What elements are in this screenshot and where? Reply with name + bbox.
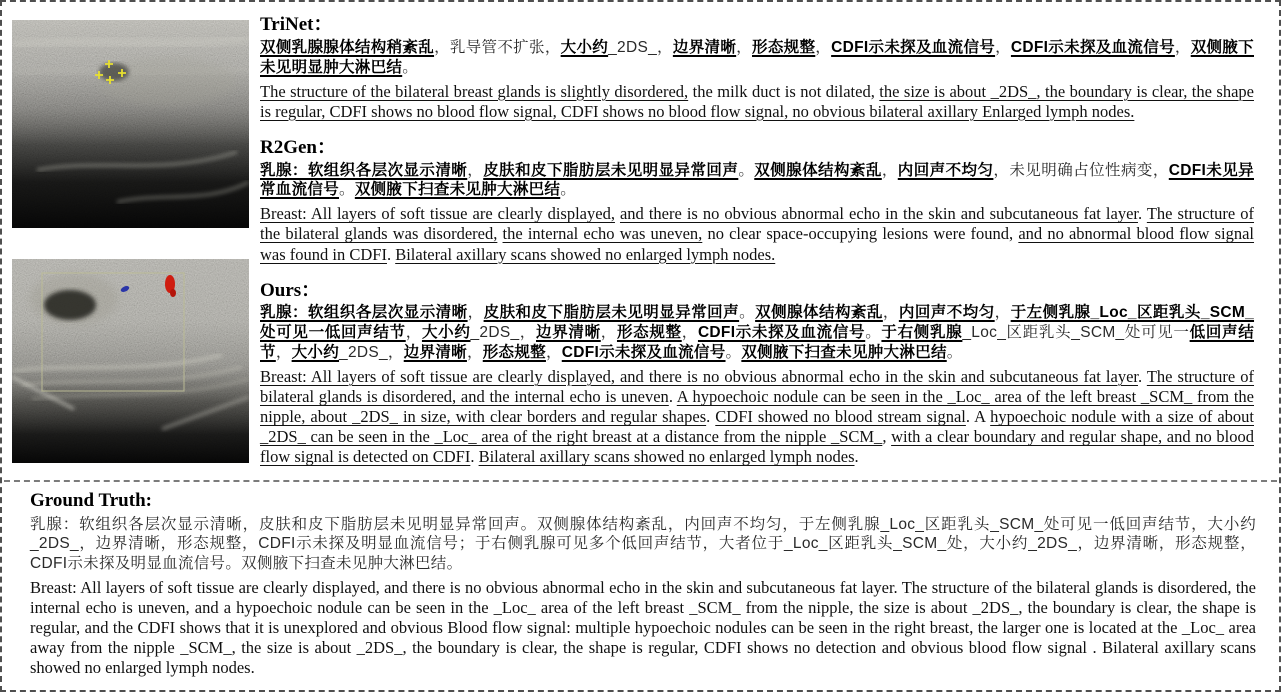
text-segment: 双侧腺体结构紊乱 [754,161,882,179]
text-segment: 。 [739,304,756,322]
ground-truth-english: Breast: All layers of soft tissue are clearly displayed, and there is no obvious abnormal echo in the skin and subcutaneous fat layer. The structure of the bilateral glands is disordered, the internal echo is uneven, and a hypoechoic nodule can be seen in the _Loc_ area of the left breast _SCM_ from the nipple, the size is about _2DS_, the boundary is clear, the shape is regular, and the CDFI shows that it is unexplored and obvious Blood flow signal: multiple hypoechoic nodules can be seen in the right breast, the larger one is located at the _Loc_ area away from the nipple _SCM_, the size is about _2DS_, the boundary is clear, the shape is regular, CDFI shows no detection and obvious blood flow signal . Bilateral axillary scans showed no enlarged lymph nodes. [30,578,1256,677]
hypoechoic-lesion [99,63,129,81]
text-segment: CDFI未见异常血流信号 [260,161,1254,199]
text-segment: 双侧腋下未见明显肿大淋巴结 [260,38,1254,76]
text-segment: _2DS_， [608,38,673,56]
r2gen-report-chinese [260,161,1254,201]
r2gen-report-english [260,204,1254,264]
text-segment: ， [881,161,898,179]
text-segment: ， [736,38,752,56]
ground-truth-chinese: 乳腺：软组织各层次显示清晰，皮肤和皮下脂肪层未见明显异常回声。双侧腺体结构紊乱，内回声不均匀，于左侧乳腺_Loc_区距乳头_SCM_处可见一低回声结节，大小约_2DS_，边界清晰，形态规整，CDFI示未探及明显血流信号；于右侧乳腺可见多个低回声结节，大者位于_Loc_区距乳头_SCM_处，大小约_2DS_，边界清晰，形态规整，CDFI示未探及明显血流信号。双侧腋下扫查未见肿大淋巴结。 [30,515,1256,572]
text-segment: 。 [339,181,355,199]
ultrasound-image-column [12,20,249,463]
text-segment: 乳腺：软组织各层次显示清晰 [260,161,468,179]
text-segment: ，乳导管不扩张， [434,38,561,56]
text-segment: ， [467,304,484,322]
text-segment: ， [995,38,1011,56]
ground-truth-title: Ground Truth: [30,490,152,511]
text-segment: 于左侧乳腺_Loc_区距乳头_SCM_处可见一低回声结节 [260,304,1255,342]
text-segment: ， [405,324,422,342]
text-segment: The structure of bilateral glands is disordered, and the internal echo is uneven [260,366,1255,407]
hypoechoic-nodule [44,290,96,320]
text-segment: CDFI示未探及血流信号 [697,324,866,342]
text-segment: 双侧腺体结构紊乱 [755,304,883,322]
text-segment: Breast: All layers of soft tissue are clearly displayed, and there is no obvious abnormal echo in the skin and subcutaneous fat layer [260,366,1138,386]
text-segment: ， [681,324,698,342]
text-segment: _2DS_， [470,324,536,342]
text-segment: and there is no obvious abnormal echo in the skin and subcutaneous fat layer [619,204,1138,224]
text-segment: . [470,447,479,467]
text-segment: with a clear boundary and regular shape, and no blood flow signal is detected on CDFI [260,427,1254,467]
text-segment: ， [815,38,832,56]
trinet-report-english [260,82,1254,122]
text-segment: 内回声不均匀 [898,304,995,322]
text-segment: 。 [738,161,755,179]
text-segment: CDFI示未探及血流信号 [561,344,726,362]
text-segment: . [1137,204,1147,224]
ground-truth-section [30,490,1256,677]
text-segment: 。 [402,58,419,76]
text-segment: . [706,407,716,427]
ultrasound-image-doppler [12,259,249,463]
text-segment: 大小约 [560,38,609,56]
text-segment: 。 [725,344,742,362]
text-segment: ， [466,344,483,362]
text-segment: . [1137,366,1147,386]
generated-reports-column [260,14,1254,468]
text-segment: 双侧乳腺腺体结构稍紊乱 [260,38,435,56]
text-segment: Breast: All layers of soft tissue are clearly displayed, [260,204,615,224]
text-segment: the size is about _2DS_, the boundary is clear, the shape is regular, CDFI shows no blood flow signal, CDFI shows no blood flow signal, no obvious bilateral axillary Enlarged lymph nodes. [260,81,1254,121]
text-segment: 皮肤和皮下脂肪层未见明显异常回声 [483,161,739,179]
text-segment: 大小约 [291,344,340,362]
text-segment: 低回声结节 [260,324,1254,362]
ours-title: Ours： [260,279,321,301]
text-segment: 双侧腋下扫查未见肿大淋巴结 [741,344,947,362]
text-segment: 乳腺：软组织各层次显示清晰 [260,304,468,322]
text-segment: ， [600,324,617,342]
text-segment: 。 [865,324,882,342]
text-segment: . A [965,407,991,427]
text-segment: . [386,244,396,264]
text-segment: and no abnormal blood flow signal was found in CDFI [260,224,1255,264]
trinet-title: TriNet： [260,14,333,35]
text-segment: Bilateral axillary scans showed no enlarged lymph nodes [478,447,855,467]
text-segment: no clear space-occupying lesions were found, [702,224,1019,244]
text-segment: CDFI示未探及血流信号 [1010,38,1175,56]
text-segment: CDFI示未探及血流信号 [831,38,996,56]
text-segment: ， [545,344,562,362]
text-segment: . [854,447,859,467]
text-segment: 双侧腋下扫查未见肿大淋巴结 [354,181,561,199]
text-segment: The structure of the bilateral glands was disordered, [260,204,1255,244]
text-segment: 形态规整 [752,38,816,56]
ours-report-chinese [260,303,1254,362]
text-segment: 边界清晰 [403,344,467,362]
text-segment: ， [467,161,484,179]
text-segment: A hypoechoic nodule can be seen in the _Loc_ area of the left breast _SCM_ from the nipple, about _2DS_ in size, with clear borders and regular shapes [260,387,1254,427]
text-segment: 边界清晰 [536,324,601,342]
text-segment: The structure of the bilateral breast glands is slightly disordered, [260,81,689,101]
text-segment: Bilateral axillary scans showed no enlarged lymph nodes. [395,244,776,264]
text-segment: 形态规整 [616,324,682,342]
text-segment: ，未见明确占位性病变， [993,161,1169,179]
ultrasound-image-bmode [12,20,249,228]
text-segment: 边界清晰 [672,38,737,56]
text-segment: _2DS_， [339,344,404,362]
ground-truth-divider [4,480,1277,482]
us-depth-shading [12,20,249,228]
trinet-report-chinese [260,38,1254,78]
text-segment: 内回声不均匀 [897,161,994,179]
text-segment: 皮肤和皮下脂肪层未见明显异常回声 [483,304,740,322]
text-segment: the milk duct is not dilated, [688,81,880,101]
text-segment: 。 [560,181,577,199]
text-segment: _Loc_区距乳头_SCM_处可见一 [962,324,1190,342]
text-segment: ， [275,344,292,362]
text-segment: ， [1174,38,1191,56]
r2gen-title: R2Gen： [260,136,337,158]
text-segment: hypoechoic nodule with a size of about _2DS_ can be seen in the _Loc_ area of the right breast at a distance from the nipple _SCM_ [260,407,1254,447]
text-segment: . [668,387,677,407]
text-segment: 形态规整 [482,344,546,362]
text-segment: , [882,427,892,447]
text-segment: 大小约 [421,324,471,342]
text-segment: the internal echo was uneven, [502,224,703,244]
text-segment: ， [994,304,1011,322]
text-segment: CDFI showed no blood stream signal [715,407,966,427]
text-segment: 于右侧乳腺 [881,324,963,342]
text-segment: 。 [946,344,963,362]
ours-report-english [260,367,1254,468]
text-segment: ， [882,304,899,322]
